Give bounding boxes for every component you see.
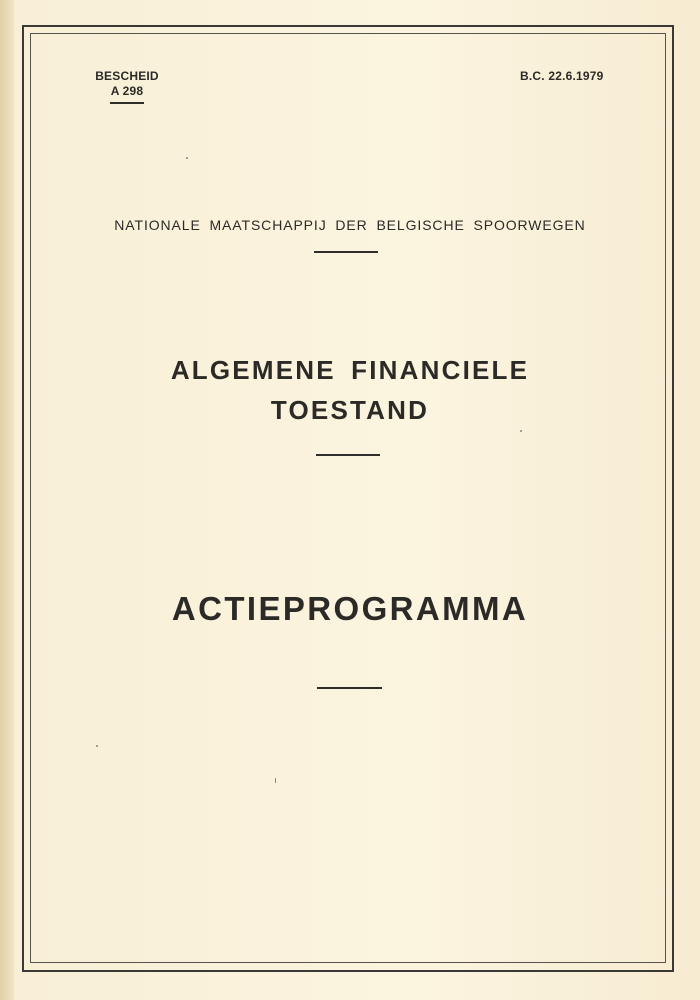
title-divider	[316, 454, 380, 456]
document-code-underline	[110, 102, 144, 104]
paper-speck	[186, 157, 188, 159]
document-date: B.C. 22.6.1979	[520, 69, 604, 83]
organization-divider	[314, 251, 378, 253]
page-title-line2: TOESTAND	[270, 395, 430, 425]
paper-speck	[96, 745, 98, 747]
document-subtitle: ACTIEPROGRAMMA	[171, 590, 529, 627]
page-left-edge	[0, 0, 14, 1000]
paper-speck	[275, 778, 276, 783]
subtitle-divider	[317, 687, 382, 689]
organization-name: NATIONALE MAATSCHAPPIJ DER BELGISCHE SPOORWEGEN	[114, 217, 586, 233]
inner-border-frame	[30, 33, 666, 963]
page-title	[0, 350, 700, 430]
document-code-number: A 298	[110, 84, 144, 98]
paper-speck	[520, 430, 522, 432]
document-code-label: BESCHEID	[95, 69, 159, 83]
document-code	[88, 69, 166, 104]
page-title-line1: ALGEMENE FINANCIELE	[170, 355, 530, 385]
